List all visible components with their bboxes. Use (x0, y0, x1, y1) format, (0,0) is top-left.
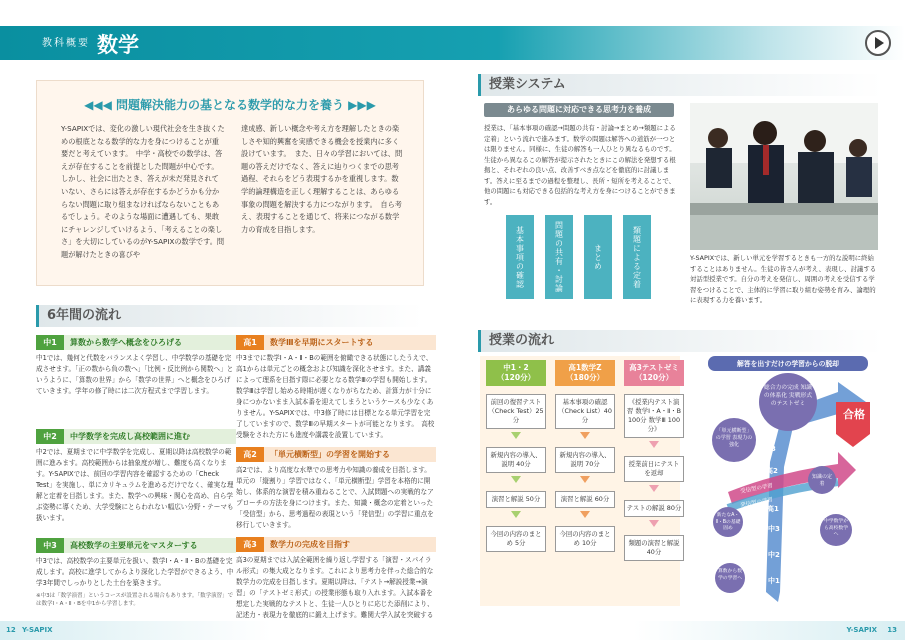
flow-column-3 (624, 360, 684, 561)
band-receive: 受信型の学習 (739, 483, 774, 495)
intro-title: ◀◀◀ 問題解決能力の基となる数学的な力を養う ▶▶▶ (84, 98, 376, 112)
goal-label: 合格 (843, 408, 865, 421)
six-years-heading: 6年間の流れ (36, 305, 424, 327)
card-tag: 中1 (36, 335, 64, 350)
flow-box: 基本事項の確認（Check List）40分 (555, 394, 615, 429)
card-text: 中1では、幾何と代数をバランスよく学習し、中学数学の基礎を完成させます。「正の数から負の数へ」「比例・反比例から関数へ」というように、「算数の世界」から「数学の世界」へと概念をひろげていきます。学年の修了時には二次方程式まで学習します。 (36, 354, 234, 395)
step-2: 問題の共有・討論 (545, 215, 573, 299)
page-number-left: 12 (6, 626, 16, 634)
card-tag: 中2 (36, 429, 64, 444)
bubble-2: 「単元横断型」の学習 表現力の強化 (715, 428, 753, 448)
col-sub: （180分） (565, 373, 605, 382)
flow-box: 新規内容の導入、説明 40分 (486, 447, 546, 473)
down-arrow-icon (649, 485, 659, 492)
system-steps (506, 215, 651, 299)
down-arrow-icon (511, 511, 521, 518)
flow-column-title (555, 360, 615, 386)
down-arrow-icon (511, 476, 521, 483)
down-arrow-icon (649, 441, 659, 448)
growth-diagram (688, 352, 883, 610)
card-text: 中2では、夏期までに中学数学を完成し、夏期以降は高校数学の範囲に進みます。高校範囲からは抽象度が増し、難度も高くなります。Y-SAPIXでは、前回の学習内容を確認するための「Check Test」を実施し、単にカリキュラムを進めるだけでなく、確実な理解と定着を目指します。また、数学への興味・関心を高め、自ら学ぶ姿勢に導くため、大学受験にとらわれない幅広い分野・テーマも扱います。 (36, 448, 234, 522)
bubble-4: 新たなA・Ⅱ・Bの基礎固め (715, 513, 741, 531)
col-title: 高1数学Z (568, 363, 602, 372)
flow-column-title (486, 360, 546, 386)
level-kou2: 高2 (766, 467, 778, 475)
level-chu1: 中1 (768, 577, 780, 585)
bubble-5: 中学数学から高校数学へ (824, 519, 848, 537)
card-text: 高3の夏期までは入試全範囲を繰り返し学習する「演習・スパイラル形式」の集大成となります。これにより思考力を伴った総合的な数学力の完成を目指します。夏期以降は、「テスト→解説授業→演習」の「テストゼミ形式」の授業形態も取り入れます。入試本番を想定した実戦的なテストと、生徒一人ひとりに応じた添削により、記述力・表現力を徹底的に鍛え上げます。難関大学入試を突破する (236, 556, 434, 619)
intro-col1: Y-SAPIXでは、変化の激しい現代社会を生き抜くための根底となる数学的な力を身につけることが重要だと考えています。 中学・高校での数学は、答えが存在することを前提とした問題が中心です。しかし、社会に出たとき、答えが未だ発見されていない、さらには答えが存在するかどうかも分からない問題に取り組まなければならないこともあるでしょう。そのような場面に遭遇しても、果敢にチャレンジしていけるよう、「考えることの楽しさ」を大切にしているのがY-SAPIXの数学です。問題が解けたときの喜びや (61, 124, 225, 259)
down-arrow-icon (511, 432, 521, 439)
card-tag: 高3 (236, 537, 264, 552)
flow-box: 今回の内容のまとめ 5分 (486, 526, 546, 552)
bubble-6: 算数から数学の学習へ (718, 569, 742, 581)
brand-right: Y-SAPIX (846, 626, 877, 634)
flow-box: 新規内容の導入、説明 70分 (555, 447, 615, 473)
card-text: 高2では、より高度な水準での思考力や知識の養成を目指します。単元の「縦割り」学習ではなく、「単元横断型」学習を本格的に開始し、体系的な演習を積み重ねることで、入試問題への実戦的なアプローチの方法を身につけます。また、知識・概念の定着といった「受信型」から、思考過程の表現という「発信型」の学習に重点を移行していきます。 (236, 466, 434, 529)
card-text: 中3では、高校数学の主要単元を扱い、数学Ⅰ・A・Ⅱ・Bの基礎を完成します。高校に進学してからより深化した学習ができるよう、中学3年間でしっかりとした土台を築きます。 (36, 557, 234, 587)
level-kou1: 高1 (767, 505, 779, 513)
step-3: まとめ (584, 215, 612, 299)
level-chu3: 中3 (768, 525, 780, 533)
card-title: 算数から数学へ概念をひろげる (64, 335, 236, 350)
card-text: 中3までに数学Ⅰ・A・Ⅱ・Bの範囲を俯瞰できる状態にしたうえで、高1からは単元ごとの概念および知識を深化させます。また、講義によって理系を目指す際に必要となる数学Ⅲの学習も開始します。数学Ⅲは学習し始める時期が遅くなりがちなため、計算力が十分に身につかないまま入試本番を迎えてしまうというケースも少なくありません。Y-SAPIXでは、中3修了時には目標となる単元学習を完了していますので、数学Ⅲの早期スタートが可能となります。 高校受験をされた方にも進度や講義を設置しています。 (236, 354, 435, 439)
classroom-photo (690, 103, 878, 250)
system-text: 授業は、「基本事項の確認→問題の共有・討論→まとめ→類題による定着」という流れで進みます。数学の問題は解答への道筋が一つとは限りません。同様に、生徒の解答も一人ひとり異なるものです。生徒から異なるこの解答が提示されたときにこの解法を発想する根拠と、それぞれの良い点、改善すべき点などを徹底的に討議します。答えに至るまでの過程を整理し、長所・短所を考えることで、他の問題にも対応できる包括的な考え方を身につけることができます。 (484, 124, 676, 206)
flow-box: 今回の内容のまとめ 10分 (555, 526, 615, 552)
card-tag: 中3 (36, 538, 64, 553)
down-arrow-icon (649, 520, 659, 527)
level-kou3: 高3 (764, 445, 776, 453)
down-arrow-icon (580, 476, 590, 483)
flow-box: 授業前日にテストを返却 (624, 456, 684, 482)
col-sub: （120分） (634, 373, 674, 382)
system-heading: 授業システム (478, 74, 883, 96)
footnote: ※中3は「数学演習」というコースが設置される場合もあります。「数学演習」では数学Ⅰ・A・Ⅱ・Bを中1から学習します。 (36, 593, 234, 607)
flow-box: 類題の演習と解説 40分 (624, 535, 684, 561)
card-kou2 (236, 447, 436, 531)
card-tag: 高2 (236, 447, 264, 462)
flow-column-1 (486, 360, 546, 561)
flow-heading: 授業の流れ (478, 330, 883, 352)
card-title: 「単元横断型」の学習を開始する (264, 447, 436, 462)
photo-caption: Y-SAPIXでは、新しい単元を学習するときも一方的な説明に終始することはありません。生徒の皆さんが考え、表現し、討議する対話型授業です。自分の考えを発信し、周囲の考えを受信する学習をつけることで、主体的に学習に取り組む姿勢を育み、論理的に表現する力を養います。 (690, 254, 877, 304)
card-chu3 (36, 538, 236, 608)
card-title: 高校数学の主要単元をマスターする (64, 538, 236, 553)
flow-box: 《授業内テスト演習 数学Ⅰ・A・Ⅱ・B 100分 数学Ⅲ 100分》 (624, 394, 684, 438)
flow-box: 演習と解説 50分 (486, 491, 546, 508)
system-subheading: あらゆる問題に対応できる思考力を養成 (484, 103, 674, 117)
six-left-column (36, 335, 234, 608)
flow-column-2 (555, 360, 615, 561)
col-title: 中1・2 (503, 363, 529, 372)
card-kou1 (236, 335, 436, 441)
bubble-1: 総合力の完成 知識の体系化 実戦形式のテストゼミ (763, 385, 813, 407)
card-chu2 (36, 429, 236, 524)
card-title: 数学Ⅲを早期にスタートする (264, 335, 436, 350)
card-title: 中学数学を完成し高校範囲に進む (64, 429, 236, 444)
header-label: 教科概要 (42, 38, 90, 49)
diagram-title: 解答を出すだけの学習からの脱却 (737, 360, 839, 368)
band-send: 発信型の学習 (739, 497, 774, 509)
flow-box: 前回の復習テスト（Check Test）25分 (486, 394, 546, 429)
flow-box: 演習と解説 60分 (555, 491, 615, 508)
card-kou3 (236, 537, 436, 632)
step-4: 類題による定着 (623, 215, 651, 299)
level-chu2: 中2 (768, 551, 780, 559)
card-tag: 高1 (236, 335, 264, 350)
col-sub: （120分） (496, 373, 536, 382)
flow-column-title (624, 360, 684, 386)
brand-left: Y-SAPIX (22, 626, 53, 634)
page-title: 数学 (97, 33, 139, 57)
down-arrow-icon (580, 432, 590, 439)
intro-col2: 達成感、新しい概念や考え方を理解したときの楽しさや知的興奮を実感できる機会を授業内に多く設けています。 また、日々の学習においては、問題の答えだけでなく、答えに辿りつくまでの思考過程、それらをどう表現するかを重視します。数学的論理構造を正しく理解することは、あらゆる事象の問題を解決する力につながります。 自ら考え、表現することを通じて、将来につながる数学力の育成を目指します。 (241, 124, 403, 234)
flow-box: テストの解説 80分 (624, 500, 684, 517)
page-number-right: 13 (887, 626, 897, 634)
col-title: 高3テストゼミ (629, 363, 679, 372)
six-right-column (236, 335, 435, 632)
step-1: 基本事項の確認 (506, 215, 534, 299)
bubble-3: 知識の定着 (811, 474, 832, 487)
intro-box (36, 80, 424, 286)
next-arrow-icon[interactable] (865, 30, 891, 56)
card-title: 数学力の完成を目指す (264, 537, 436, 552)
flow-columns (486, 360, 684, 561)
card-chu1 (36, 335, 236, 397)
footer (0, 621, 905, 640)
page-header (0, 26, 905, 60)
down-arrow-icon (580, 511, 590, 518)
